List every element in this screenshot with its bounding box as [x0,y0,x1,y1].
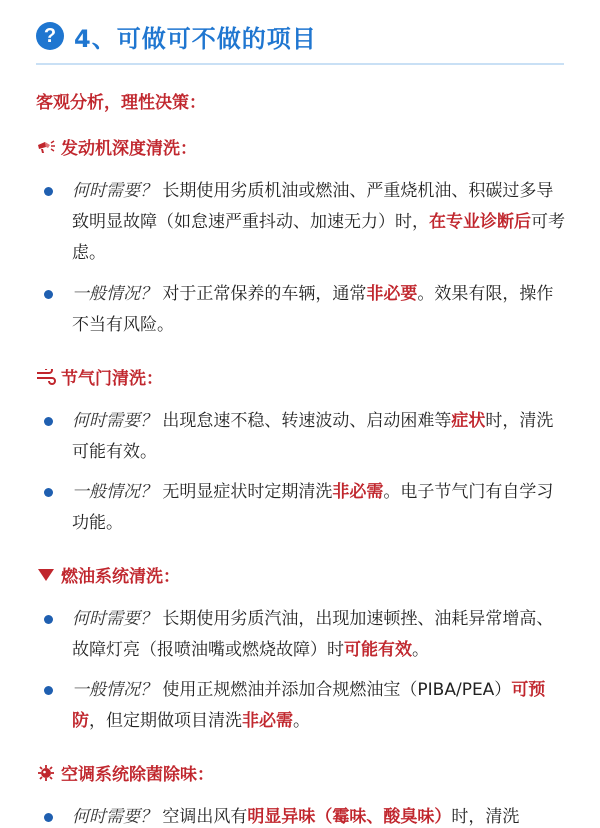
section-title: 燃油系统清洗： [61,567,180,587]
page-title: 4、可做可不做的项目 [74,24,317,53]
highlight-text: 非必要 [366,284,418,304]
section-engine-cleaning-heading [36,134,197,159]
question-icon: ? [36,22,64,50]
section-title: 节气门清洗： [61,369,163,389]
body-text: 对于正常保养的车辆，通常 [162,284,367,304]
section-fuel-system-heading [36,562,180,587]
highlight-text: 在专业诊断后 [429,212,531,232]
section-throttle-cleaning-heading [36,364,163,389]
bullet-dot [44,813,53,822]
question-label: 一般情况？ [72,284,157,304]
highlight-text: 非必需 [332,482,384,502]
question-label: 何时需要？ [72,609,157,629]
body-text: 长期使用劣质汽油，出现加速顿挫、油耗异常增高、故障灯亮（报喷油嘴或燃烧故障）时 [72,609,554,660]
spray-gun-icon [36,138,56,156]
body-text: 时，清洗 [451,807,520,827]
title-divider [36,63,564,65]
highlight-text: 非必需 [242,711,293,731]
highlight-text: 明显异味（霉味、酸臭味） [247,807,452,827]
bullet-dot [44,488,53,497]
highlight-text: 可预防 [72,680,546,731]
bullet-dot [44,290,53,299]
section-header [36,12,317,60]
bullet-dot [44,686,53,695]
list-item [44,675,566,737]
bullet-dot [44,615,53,624]
intro-text: 客观分析，理性决策： [36,93,206,113]
list-item [44,802,566,828]
list-item [44,279,566,341]
body-text: 使用正规燃油并添加合规燃油宝（PIBA/PEA） [162,680,512,700]
list-item [44,406,566,468]
body-text: 空调出风有 [162,807,248,827]
body-text: 。效果有限，操作不当有风险。 [72,284,554,335]
section-title: 发动机深度清洗： [61,139,197,159]
question-label: 一般情况？ [72,482,157,502]
body-text: 时，清洗可能有效。 [72,411,554,462]
question-label: 一般情况？ [72,680,157,700]
body-text: 可考虑。 [72,212,565,263]
body-text: 无明显症状时定期清洗 [162,482,333,502]
list-item [44,604,566,666]
body-text: 。 [293,711,310,731]
list-item [44,477,566,539]
highlight-text: 症状 [451,411,486,431]
section-ac-system-heading [36,760,214,785]
body-text: 。电子节气门有自学习功能。 [72,482,554,533]
question-label: 何时需要？ [72,807,157,827]
list-item [44,176,566,269]
airflow-icon [36,368,56,386]
virus-icon [36,764,56,782]
highlight-text: 可能有效 [344,640,412,660]
body-text: 长期使用劣质机油或燃油、严重烧机油、积碳过多导致明显故障（如怠速严重抖动、加速无力）时， [72,181,554,232]
bullet-dot [44,187,53,196]
body-text: 。 [412,640,429,660]
body-text: ，但定期做项目清洗 [89,711,242,731]
bullet-dot [44,417,53,426]
triangle-down-icon [36,566,56,584]
question-label: 何时需要？ [72,411,157,431]
section-title: 空调系统除菌除味： [61,765,214,785]
question-label: 何时需要？ [72,181,157,201]
body-text: 出现怠速不稳、转速波动、启动困难等 [162,411,452,431]
